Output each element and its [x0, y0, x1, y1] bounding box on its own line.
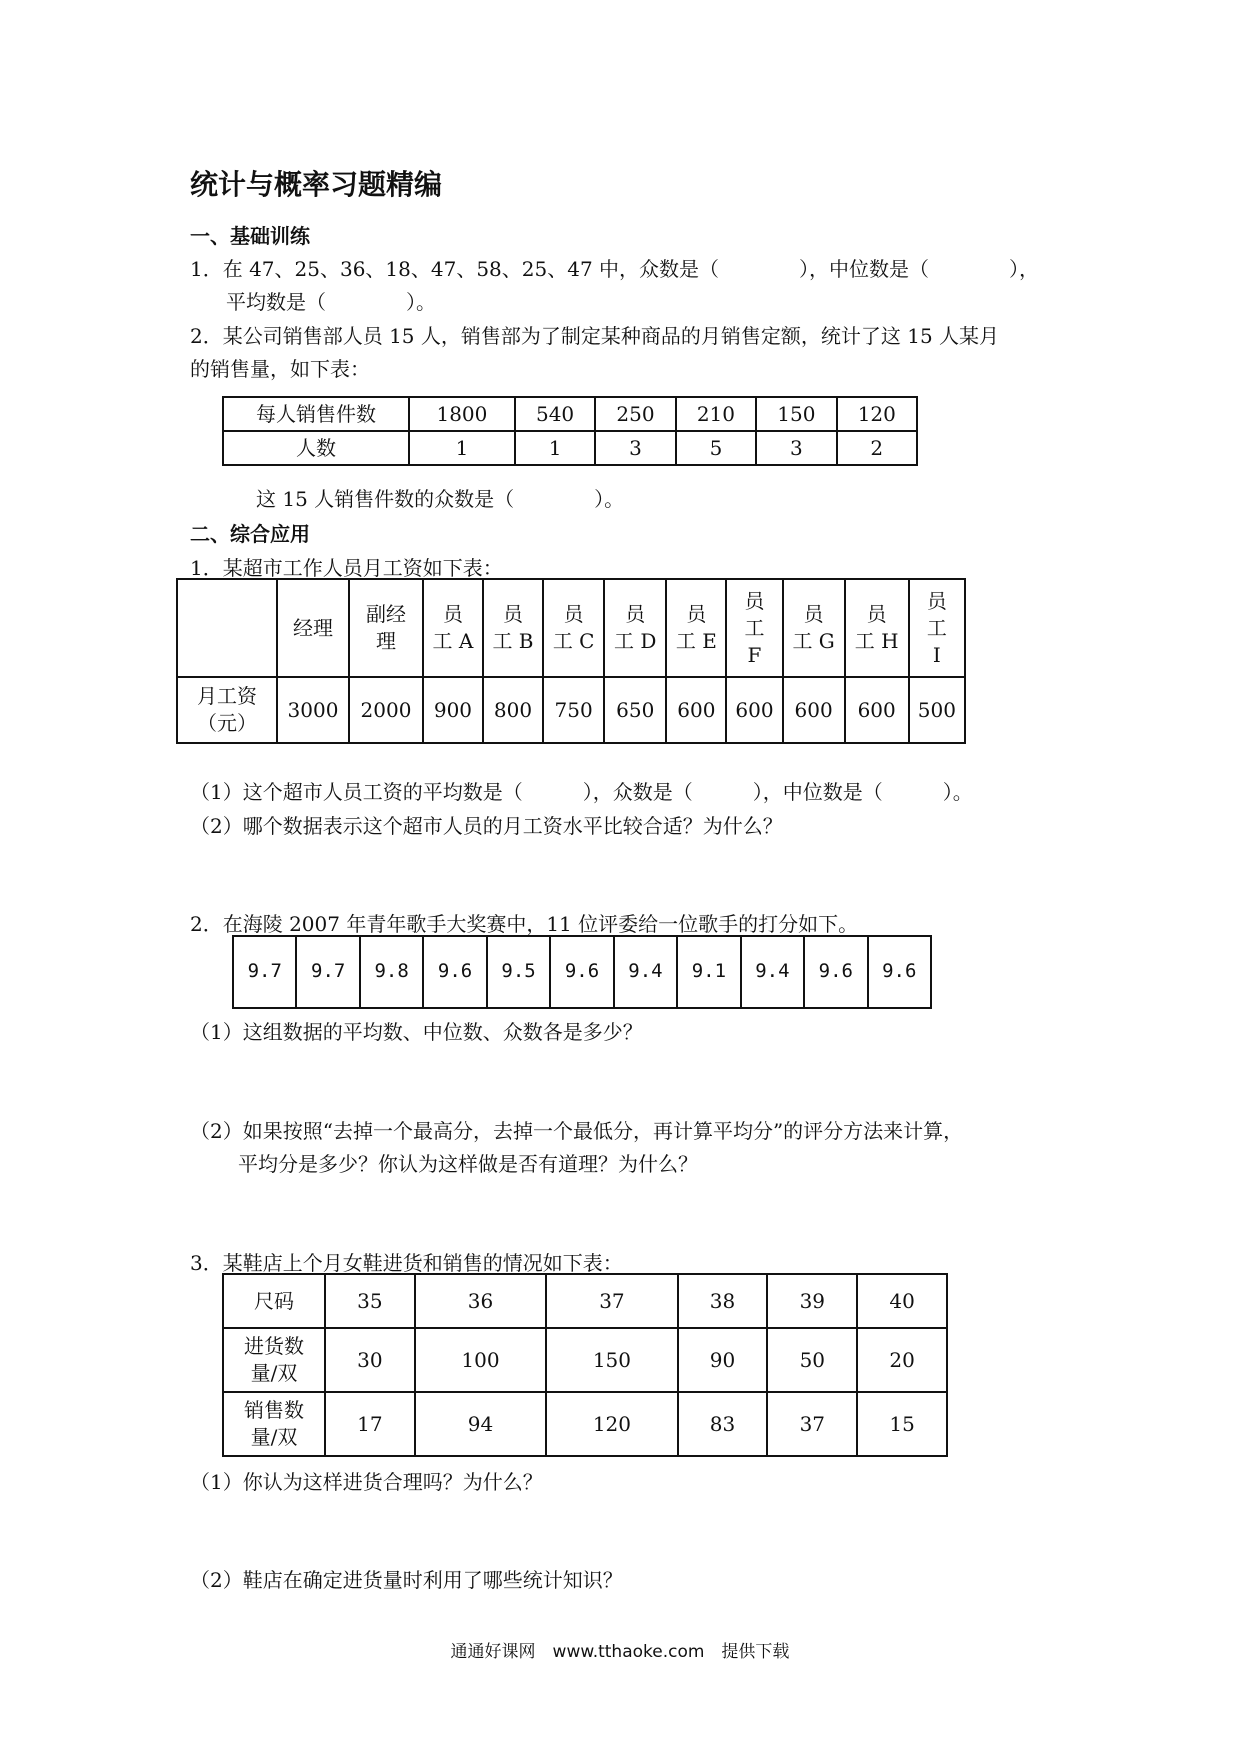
sold-cell: 120	[546, 1392, 677, 1456]
salary-corner-cell	[177, 579, 277, 677]
score-cell: 9.8	[360, 936, 423, 1008]
s2-q1-sub2: （2）哪个数据表示这个超市人员的月工资水平比较合适？为什么？	[190, 814, 783, 838]
salary-value-cell: 650	[604, 677, 666, 743]
sales-header-cell: 每人销售件数	[223, 397, 409, 431]
sales-table	[222, 396, 918, 466]
shoe-size-cell: 39	[767, 1274, 857, 1328]
score-cell: 9.6	[804, 936, 867, 1008]
purchase-cell: 100	[415, 1328, 546, 1392]
score-cell: 9.6	[868, 936, 931, 1008]
purchase-cell: 90	[678, 1328, 768, 1392]
salary-header-cell: 员 工 A	[423, 579, 483, 677]
score-cell: 9.4	[614, 936, 677, 1008]
salary-value-cell: 2000	[349, 677, 423, 743]
sold-cell: 37	[767, 1392, 857, 1456]
purchase-cell: 50	[767, 1328, 857, 1392]
shoe-size-cell: 40	[857, 1274, 947, 1328]
shoe-size-cell: 37	[546, 1274, 677, 1328]
shoe-size-cell: 38	[678, 1274, 768, 1328]
salary-value-cell: 600	[783, 677, 845, 743]
shoe-size-cell: 35	[325, 1274, 415, 1328]
count-value-cell: 2	[837, 431, 917, 465]
sold-cell: 83	[678, 1392, 768, 1456]
salary-value-cell: 3000	[277, 677, 349, 743]
count-value-cell: 1	[409, 431, 515, 465]
score-cell: 9.1	[677, 936, 740, 1008]
shoe-table	[222, 1273, 948, 1457]
salary-value-cell: 900	[423, 677, 483, 743]
salary-value-cell: 800	[483, 677, 543, 743]
count-value-cell: 3	[595, 431, 675, 465]
salary-row-label: 月工资 （元）	[177, 677, 277, 743]
sales-value-cell: 540	[515, 397, 595, 431]
salary-value-cell: 750	[543, 677, 604, 743]
salary-value-cell: 600	[726, 677, 782, 743]
s2-q1-sub1: （1）这个超市人员工资的平均数是（ ），众数是（ ），中位数是（ ）。	[190, 780, 973, 804]
s2-q2-sub2-line2: 平均分是多少？你认为这样做是否有道理？为什么？	[238, 1152, 698, 1176]
s2-q2-sub1: （1）这组数据的平均数、中位数、众数各是多少？	[190, 1020, 643, 1044]
scores-table	[232, 935, 932, 1009]
salary-header-cell: 员 工 E	[666, 579, 726, 677]
section-2-heading: 二、综合应用	[190, 522, 310, 546]
salary-header-cell: 员 工 F	[726, 579, 782, 677]
s2-q1-intro: 1．某超市工作人员月工资如下表：	[190, 556, 503, 580]
page-title: 统计与概率习题精编	[190, 168, 443, 201]
salary-value-cell: 600	[845, 677, 909, 743]
s1-q2-answer: 这 15 人销售件数的众数是（ ）。	[256, 487, 625, 511]
salary-header-cell: 员 工 C	[543, 579, 604, 677]
s1-q2-line1: 2．某公司销售部人员 15 人，销售部为了制定某种商品的月销售定额，统计了这 15 人某月	[190, 324, 1000, 348]
count-value-cell: 3	[756, 431, 836, 465]
purchase-cell: 150	[546, 1328, 677, 1392]
s1-q2-line2: 的销售量，如下表：	[190, 357, 370, 381]
sales-value-cell: 150	[756, 397, 836, 431]
s1-q1-line1: 1．在 47、25、36、18、47、58、25、47 中，众数是（ ），中位数是（ ），	[190, 257, 1040, 281]
s2-q3-sub2: （2）鞋店在确定进货量时利用了哪些统计知识？	[190, 1568, 623, 1592]
s2-q2-intro: 2．在海陵 2007 年青年歌手大奖赛中，11 位评委给一位歌手的打分如下。	[190, 912, 859, 936]
sales-value-cell: 1800	[409, 397, 515, 431]
salary-header-cell: 员 工 B	[483, 579, 543, 677]
sold-cell: 94	[415, 1392, 546, 1456]
count-value-cell: 1	[515, 431, 595, 465]
sold-cell: 15	[857, 1392, 947, 1456]
score-cell: 9.7	[296, 936, 359, 1008]
count-header-cell: 人数	[223, 431, 409, 465]
shoe-size-label: 尺码	[223, 1274, 325, 1328]
salary-header-cell: 员 工 D	[604, 579, 666, 677]
score-cell: 9.6	[550, 936, 613, 1008]
salary-header-cell: 副经 理	[349, 579, 423, 677]
sales-value-cell: 120	[837, 397, 917, 431]
s2-q3-intro: 3．某鞋店上个月女鞋进货和销售的情况如下表：	[190, 1251, 623, 1275]
s2-q3-sub1: （1）你认为这样进货合理吗？为什么？	[190, 1470, 543, 1494]
purchase-label: 进货数 量/双	[223, 1328, 325, 1392]
salary-header-cell: 经理	[277, 579, 349, 677]
score-cell: 9.5	[487, 936, 550, 1008]
sales-value-cell: 250	[595, 397, 675, 431]
score-cell: 9.6	[423, 936, 486, 1008]
s2-q2-sub2-line1: （2）如果按照“去掉一个最高分，去掉一个最低分，再计算平均分”的评分方法来计算，	[190, 1119, 964, 1143]
score-cell: 9.7	[233, 936, 296, 1008]
salary-header-cell: 员 工 G	[783, 579, 845, 677]
sales-value-cell: 210	[676, 397, 756, 431]
s1-q1-line2: 平均数是（ ）。	[226, 290, 436, 314]
salary-value-cell: 600	[666, 677, 726, 743]
salary-value-cell: 500	[909, 677, 965, 743]
sold-cell: 17	[325, 1392, 415, 1456]
salary-header-cell: 员 工 I	[909, 579, 965, 677]
footer-text: 通通好课网 www.tthaoke.com 提供下载	[450, 1642, 790, 1662]
section-1-heading: 一、基础训练	[190, 224, 310, 248]
purchase-cell: 20	[857, 1328, 947, 1392]
sales-label: 销售数 量/双	[223, 1392, 325, 1456]
count-value-cell: 5	[676, 431, 756, 465]
score-cell: 9.4	[741, 936, 804, 1008]
salary-table	[176, 578, 966, 744]
purchase-cell: 30	[325, 1328, 415, 1392]
shoe-size-cell: 36	[415, 1274, 546, 1328]
salary-header-cell: 员 工 H	[845, 579, 909, 677]
